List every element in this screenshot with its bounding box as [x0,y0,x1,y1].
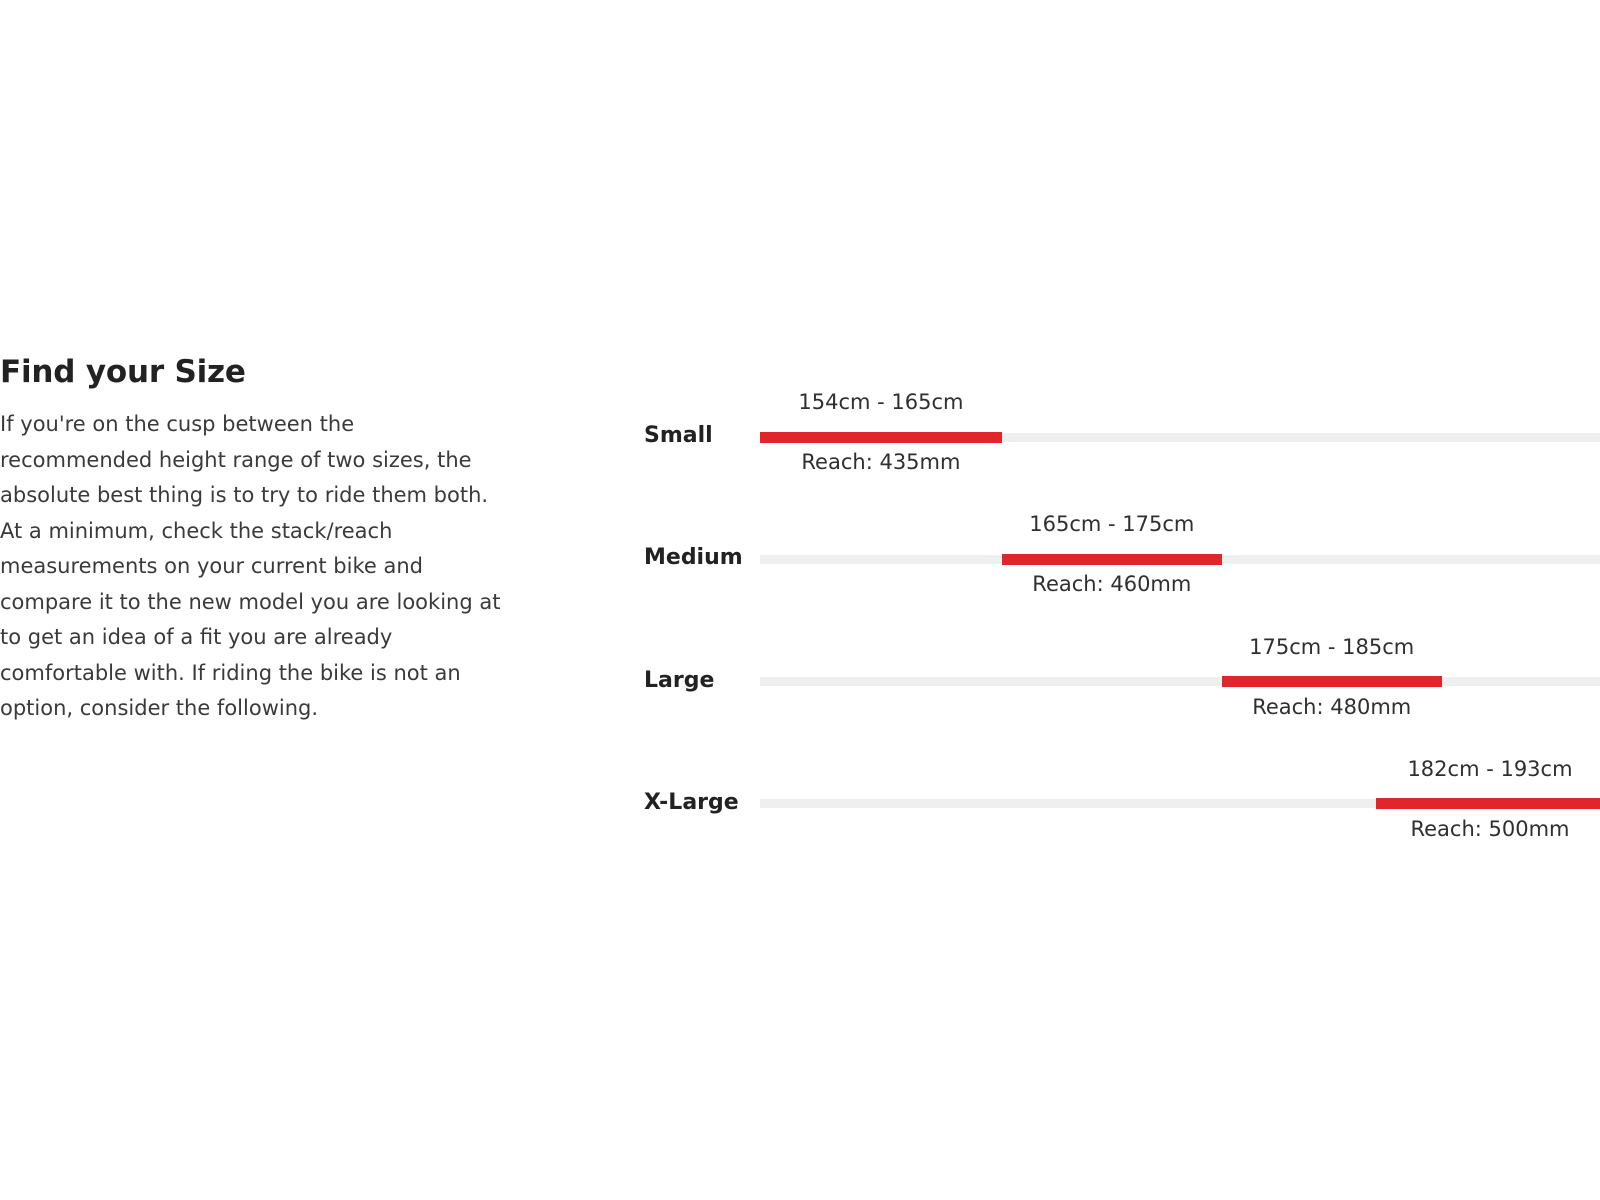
reach-label-small: Reach: 435mm [801,450,961,474]
reach-label-medium: Reach: 460mm [1032,572,1192,597]
size-label-medium: Medium [644,545,743,571]
height-range-bar-small [760,432,1002,443]
reach-label-x-large: Reach: 500mm [1410,816,1570,841]
height-range-label-large: 175cm - 185cm [1249,634,1415,659]
height-range-label-x-large: 182cm - 193cm [1407,756,1573,781]
size-label-large: Large [644,667,715,693]
intro-paragraph: If you're on the cusp between the recommended height range of two sizes, the absolute best thing is to try to ride them both. At a minimum, check the stack/reach measurements on your current bike and compare it to the new model you are looking at to get an idea of a fit you are already comfortable with. If riding the bike is not an option, consider the following. [0,412,501,720]
size-label-x-large: X-Large [644,789,739,815]
size-label-small: Small [644,423,713,448]
size-track-large [760,677,1600,686]
reach-label-large: Reach: 480mm [1252,694,1412,719]
height-range-bar-x-large [1376,798,1600,809]
height-range-label-small: 154cm - 165cm [798,390,964,414]
height-range-bar-medium [1002,554,1222,565]
page-title: Find your Size [0,354,246,390]
height-range-bar-large [1222,676,1442,687]
height-range-label-medium: 165cm - 175cm [1029,512,1195,537]
